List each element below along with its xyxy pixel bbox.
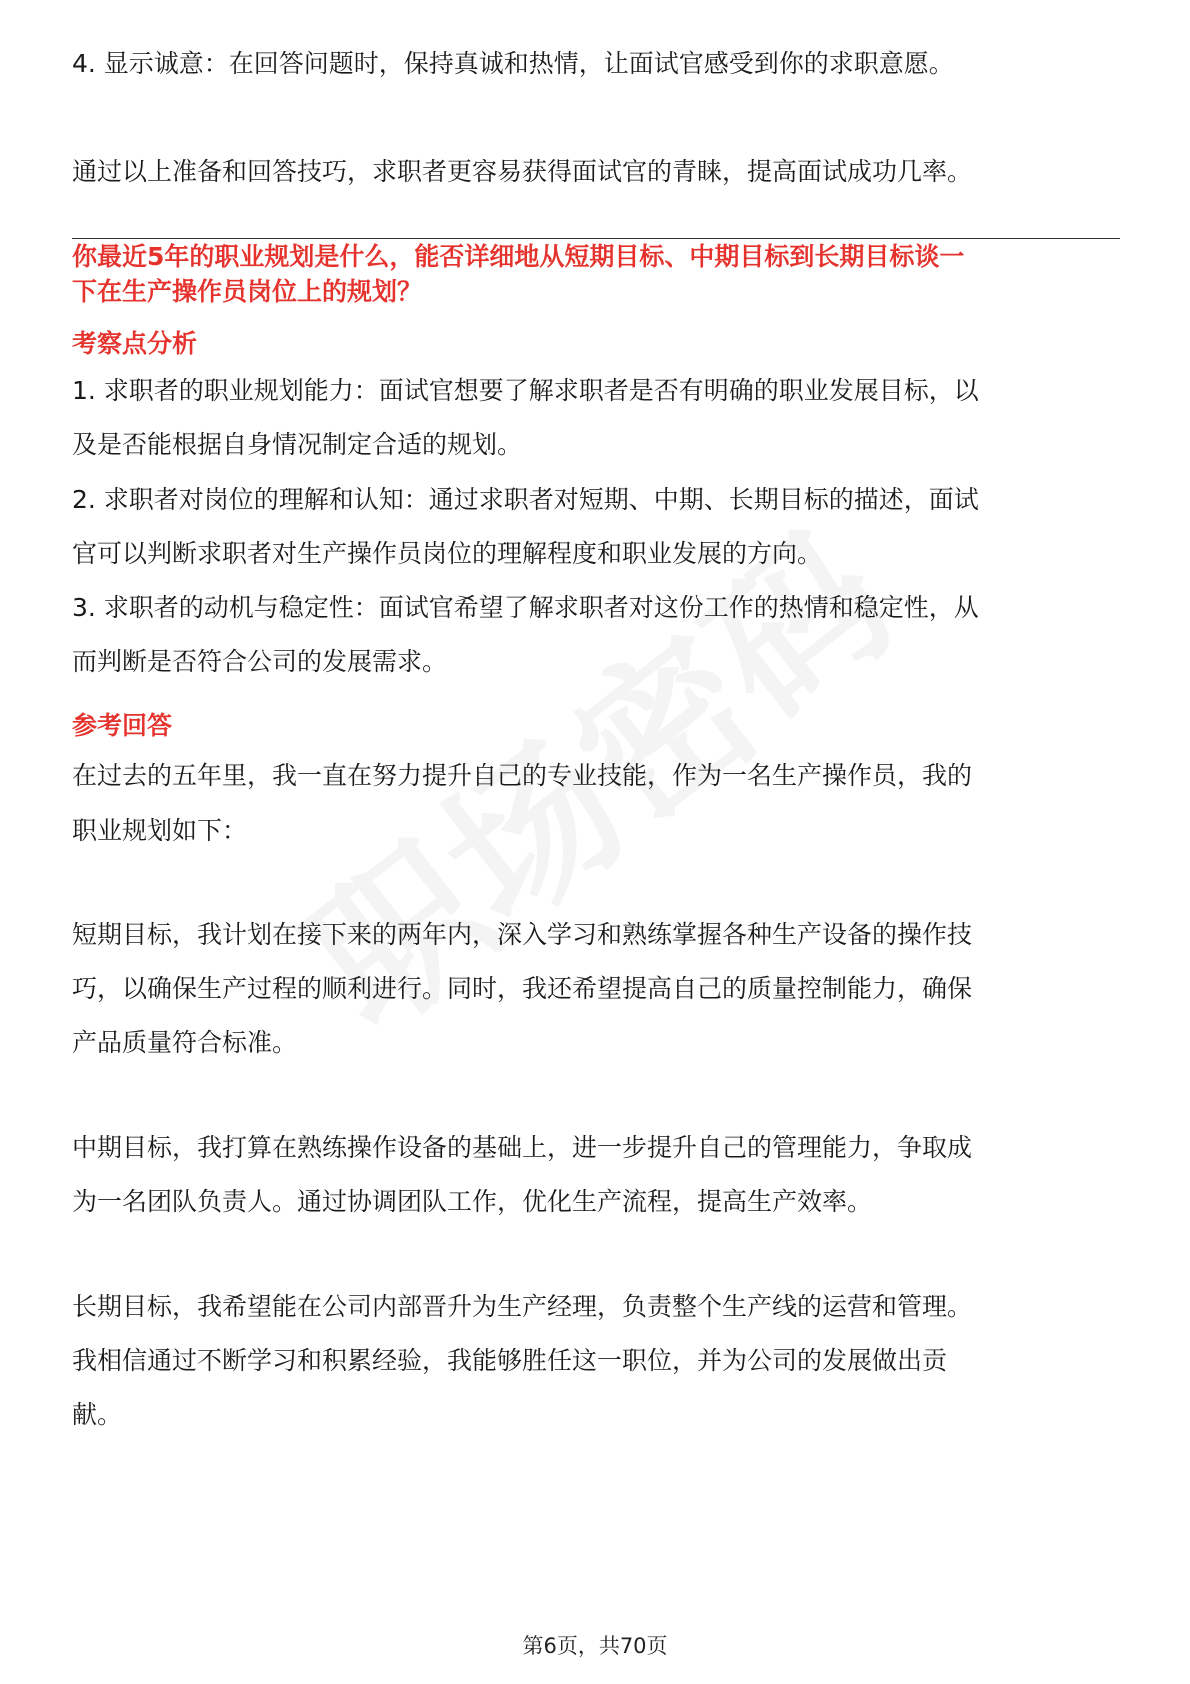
answer-intro-line: 在过去的五年里，我一直在努力提升自己的专业技能，作为一名生产操作员，我的	[72, 761, 973, 790]
mid-term-line: 中期目标，我打算在熟练操作设备的基础上，进一步提升自己的管理能力，争取成	[72, 1133, 973, 1162]
prev-summary: 通过以上准备和回答技巧，求职者更容易获得面试官的青睐，提高面试成功几率。	[72, 157, 973, 186]
short-term-line: 短期目标，我计划在接下来的两年内，深入学习和熟练掌握各种生产设备的操作技	[72, 920, 973, 949]
long-term-line: 献。	[72, 1400, 123, 1429]
analysis-line: 3. 求职者的动机与稳定性：面试官希望了解求职者对这份工作的热情和稳定性，从	[72, 593, 979, 622]
analysis-heading: 考察点分析	[72, 329, 198, 358]
page-number: 第6页，共70页	[522, 1634, 668, 1658]
answer-heading: 参考回答	[72, 711, 173, 740]
short-term-line: 巧，以确保生产过程的顺利进行。同时，我还希望提高自己的质量控制能力，确保	[72, 974, 973, 1003]
short-term-line: 产品质量符合标准。	[72, 1028, 298, 1057]
prev-item-4: 4. 显示诚意：在回答问题时，保持真诚和热情，让面试官感受到你的求职意愿。	[72, 49, 954, 78]
analysis-line: 1. 求职者的职业规划能力：面试官想要了解求职者是否有明确的职业发展目标，以	[72, 376, 979, 405]
long-term-line: 长期目标，我希望能在公司内部晋升为生产经理，负责整个生产线的运营和管理。	[72, 1292, 973, 1321]
long-term-line: 我相信通过不断学习和积累经验，我能够胜任这一职位，并为公司的发展做出贡	[72, 1346, 948, 1375]
analysis-line: 2. 求职者对岗位的理解和认知：通过求职者对短期、中期、长期目标的描述，面试	[72, 485, 979, 514]
answer-intro-line: 职业规划如下：	[72, 816, 248, 845]
section-divider	[72, 238, 1120, 239]
analysis-line: 官可以判断求职者对生产操作员岗位的理解程度和职业发展的方向。	[72, 539, 823, 568]
analysis-line: 而判断是否符合公司的发展需求。	[72, 647, 448, 676]
question-line-2: 下在生产操作员岗位上的规划？	[72, 277, 423, 306]
analysis-line: 及是否能根据自身情况制定合适的规划。	[72, 430, 523, 459]
mid-term-line: 为一名团队负责人。通过协调团队工作，优化生产流程，提高生产效率。	[72, 1187, 873, 1216]
question-line-1: 你最近5年的职业规划是什么，能否详细地从短期目标、中期目标到长期目标谈一	[72, 242, 965, 271]
